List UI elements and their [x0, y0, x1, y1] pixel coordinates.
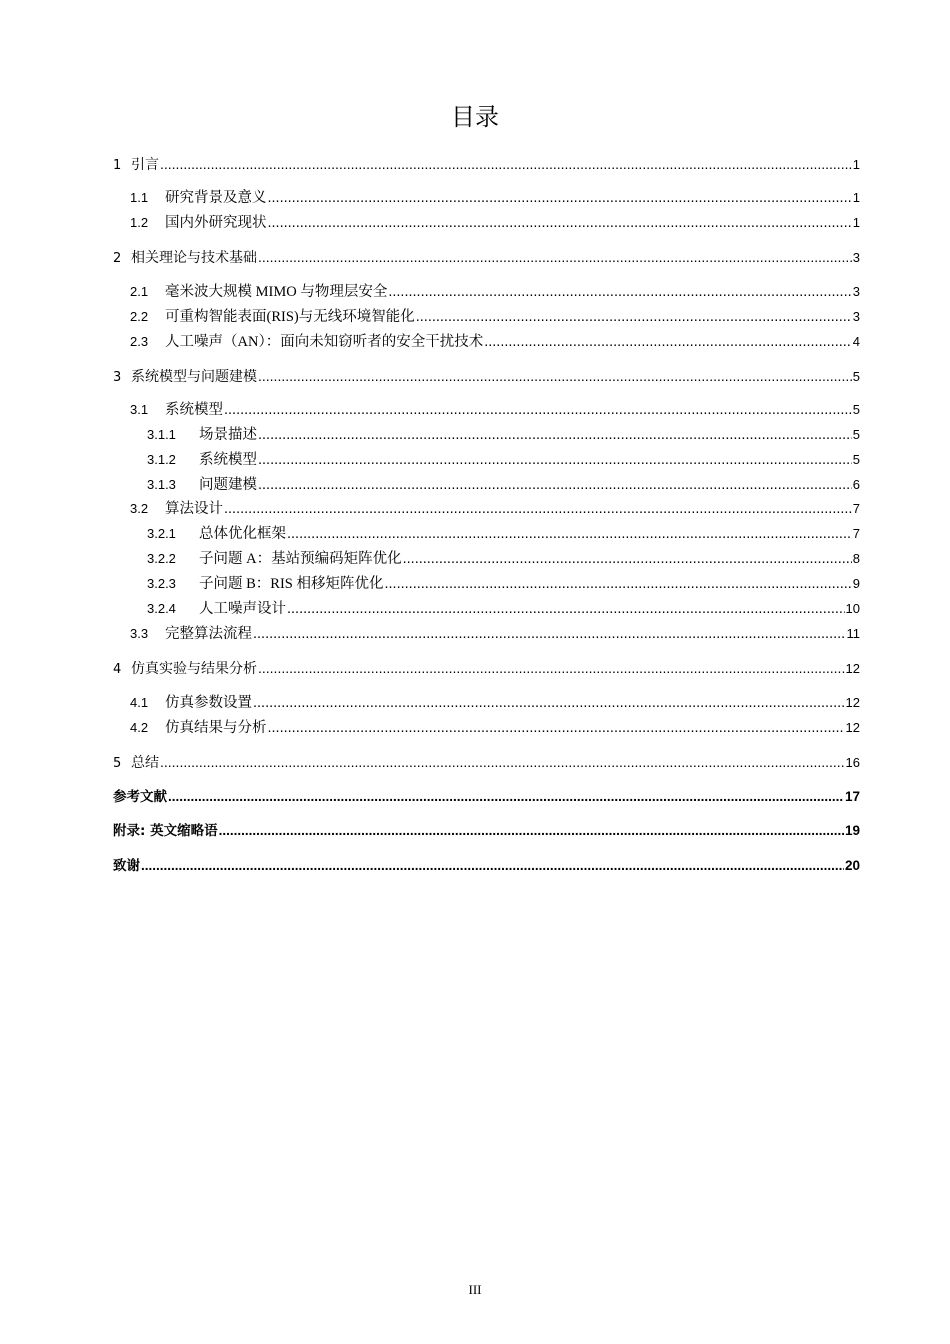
toc-entry-title: 子问题 B：RIS 相移矩阵优化 [199, 576, 384, 592]
toc-entry-4-1[interactable] [130, 693, 860, 713]
toc-entry-acknowledgements[interactable] [113, 856, 860, 876]
toc-entry-title: 系统模型与问题建模 [131, 369, 257, 385]
toc-entry-page: 10 [845, 601, 860, 616]
toc-entry-3-1-3[interactable] [147, 475, 860, 495]
dot-leader [258, 366, 852, 386]
dot-leader [258, 425, 852, 445]
dot-leader [268, 188, 852, 208]
toc-entry-page: 1 [852, 190, 860, 205]
toc-entry-page: 7 [852, 526, 860, 541]
toc-entry-2[interactable] [113, 247, 860, 267]
page-title: 目录 [451, 103, 499, 131]
toc-entry-title: 毫米波大规模 MIMO 与物理层安全 [165, 284, 388, 300]
toc-entry-page: 12 [845, 695, 860, 710]
dot-leader [141, 856, 844, 876]
dot-leader [224, 499, 852, 519]
toc-entry-number: 4 [113, 662, 122, 677]
toc-entry-3-2-1[interactable] [147, 524, 860, 544]
toc-entry-3-1[interactable] [130, 400, 860, 420]
dot-leader [416, 307, 852, 327]
toc-entry-2-2[interactable] [130, 307, 860, 327]
toc-entry-3-2-2[interactable] [147, 549, 860, 569]
dot-leader [258, 247, 852, 267]
toc-entry-number: 3.2.3 [147, 576, 176, 591]
toc-entry-page: 19 [844, 823, 860, 838]
toc-entry-number: 1.2 [130, 215, 149, 230]
toc-entry-1-2[interactable] [130, 213, 860, 233]
toc-entry-number: 3.2 [130, 501, 149, 516]
toc-entry-title: 问题建模 [199, 477, 257, 493]
toc-entry-title: 子问题 A：基站预编码矩阵优化 [199, 551, 402, 567]
toc-entry-number: 4.1 [130, 695, 149, 710]
toc-entry-3-1-1[interactable] [147, 425, 860, 445]
toc-entry-title: 附录: 英文缩略语 [113, 823, 218, 839]
toc-entry-page: 5 [852, 402, 860, 417]
toc-entry-number: 3.2.4 [147, 601, 176, 616]
dot-leader [287, 599, 845, 619]
dot-leader [484, 332, 852, 352]
toc-entry-page: 4 [852, 334, 860, 349]
toc-entry-title: 研究背景及意义 [165, 190, 267, 206]
toc-entry-page: 5 [852, 452, 860, 467]
toc-entry-number: 2.2 [130, 309, 149, 324]
dot-leader [168, 787, 844, 807]
dot-leader [160, 752, 845, 772]
toc-entry-title: 场景描述 [199, 427, 257, 443]
toc-entry-title: 仿真结果与分析 [165, 720, 267, 736]
toc-entry-page: 9 [852, 576, 860, 591]
toc-entry-references[interactable] [113, 787, 860, 807]
toc-entry-page: 1 [852, 215, 860, 230]
dot-leader [287, 524, 852, 544]
toc-entry-page: 8 [852, 551, 860, 566]
dot-leader [224, 400, 852, 420]
toc-entry-page: 3 [852, 250, 860, 265]
toc-entry-title: 引言 [131, 157, 159, 173]
toc-entry-number: 3.1.3 [147, 477, 176, 492]
toc-entry-title: 总体优化框架 [199, 526, 286, 542]
toc-entry-number: 3 [113, 370, 122, 385]
toc-entry-4-2[interactable] [130, 718, 860, 738]
toc-entry-3-2-4[interactable] [147, 599, 860, 619]
dot-leader [258, 658, 845, 678]
toc-entry-title: 人工噪声（AN）：面向未知窃听者的安全干扰技术 [165, 334, 484, 350]
toc-entry-title: 参考文献 [113, 789, 167, 805]
toc-entry-title: 完整算法流程 [165, 626, 252, 642]
toc-entry-page: 3 [852, 284, 860, 299]
toc-entry-title: 系统模型 [165, 402, 223, 418]
dot-leader [219, 821, 844, 841]
toc-entry-page: 16 [845, 755, 860, 770]
toc-entry-1-1[interactable] [130, 188, 860, 208]
dot-leader [253, 693, 845, 713]
toc-entry-3-1-2[interactable] [147, 450, 860, 470]
toc-entry-number: 3.1.2 [147, 452, 176, 467]
toc-entry-4[interactable] [113, 658, 860, 678]
toc-entry-title: 致谢 [113, 858, 140, 874]
toc-entry-page: 5 [852, 369, 860, 384]
toc-entry-number: 3.2.2 [147, 551, 176, 566]
toc-entry-page: 12 [845, 720, 860, 735]
toc-entry-title: 仿真参数设置 [165, 695, 252, 711]
toc-entry-number: 1 [113, 158, 122, 173]
toc-entry-number: 3.1 [130, 402, 149, 417]
toc-entry-3-2[interactable] [130, 499, 860, 519]
toc-entry-2-3[interactable] [130, 332, 860, 352]
toc-entry-number: 3.3 [130, 626, 149, 641]
toc-entry-appendix[interactable] [113, 821, 860, 841]
toc-entry-title: 相关理论与技术基础 [131, 250, 257, 266]
toc-entry-page: 3 [852, 309, 860, 324]
toc-entry-page: 12 [845, 661, 860, 676]
toc-entry-number: 3.2.1 [147, 526, 176, 541]
toc-entry-3[interactable] [113, 366, 860, 386]
toc-entry-number: 4.2 [130, 720, 149, 735]
dot-leader [160, 154, 852, 174]
toc-entry-number: 2.1 [130, 284, 149, 299]
dot-leader [388, 282, 851, 302]
toc-entry-title: 人工噪声设计 [199, 601, 286, 617]
toc-entry-page: 17 [844, 789, 860, 804]
toc-entry-title: 仿真实验与结果分析 [131, 661, 257, 677]
dot-leader [268, 718, 845, 738]
dot-leader [403, 549, 852, 569]
toc-entry-number: 2.3 [130, 334, 149, 349]
toc-entry-page: 6 [852, 477, 860, 492]
toc-entry-title: 算法设计 [165, 501, 223, 517]
toc-entry-number: 1.1 [130, 190, 149, 205]
dot-leader [268, 213, 852, 233]
dot-leader [258, 475, 852, 495]
toc-entry-5[interactable] [113, 752, 860, 772]
dot-leader [385, 574, 852, 594]
toc-entry-number: 5 [113, 756, 122, 771]
toc-entry-page: 11 [846, 626, 860, 641]
toc-entry-title: 系统模型 [199, 452, 257, 468]
dot-leader [253, 624, 846, 644]
toc-entry-3-3[interactable] [130, 624, 860, 644]
toc-entry-page: 20 [844, 858, 860, 873]
dot-leader [258, 450, 852, 470]
toc-entry-page: 1 [852, 157, 860, 172]
toc-entry-2-1[interactable] [130, 282, 860, 302]
toc-entry-number: 3.1.1 [147, 427, 176, 442]
toc-entry-number: 2 [113, 251, 122, 266]
toc-entry-3-2-3[interactable] [147, 574, 860, 594]
toc-entry-title: 国内外研究现状 [165, 215, 267, 231]
toc-entry-title: 可重构智能表面(RIS)与无线环境智能化 [165, 309, 415, 325]
toc-entry-title: 总结 [131, 755, 159, 771]
page-number: III [468, 1282, 482, 1297]
toc-entry-page: 5 [852, 427, 860, 442]
toc-entry-1[interactable] [113, 154, 860, 174]
toc-entry-page: 7 [852, 501, 860, 516]
